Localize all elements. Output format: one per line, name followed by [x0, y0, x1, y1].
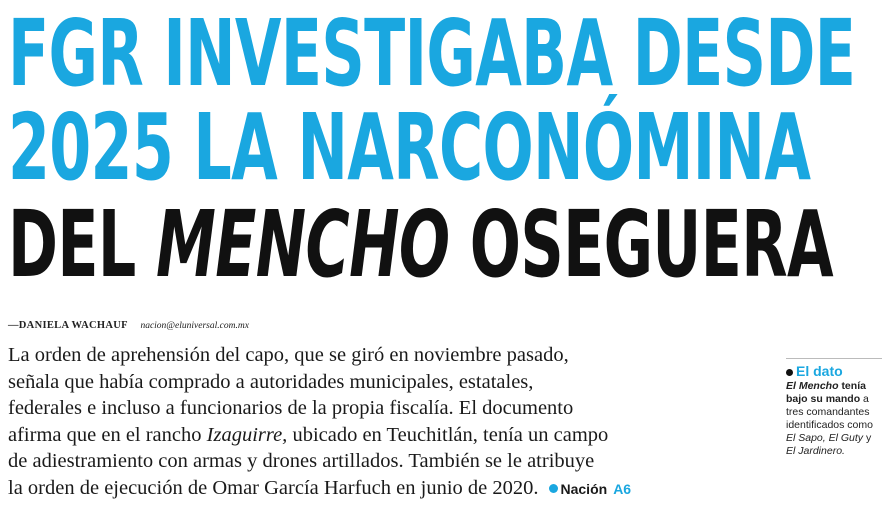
sidebar-t8: El Jardinero. — [786, 445, 845, 457]
body-line: señala que había comprado a autoridades municipales, estatales, — [8, 370, 534, 393]
body-line — [8, 475, 778, 503]
byline-email: nacion@eluniversal.com.mx — [140, 321, 249, 331]
sidebar-t7: y — [863, 432, 872, 444]
body-line — [8, 422, 778, 449]
body-line-6: la orden de ejecución de Omar García Harfuch en junio de 2020. — [8, 476, 539, 499]
sidebar-t2: tenía bajo su — [786, 380, 866, 405]
headline-line-3 — [8, 191, 833, 298]
sidebar-t1: El Mencho — [786, 380, 839, 392]
headline-line-3-pre: DEL — [8, 191, 156, 298]
sidebar-title-text: El dato — [796, 363, 843, 379]
bullet-icon — [786, 369, 793, 376]
sidebar-t6: El Guty — [828, 432, 864, 444]
sidebar-text — [786, 380, 882, 458]
article-body — [8, 342, 778, 502]
page-ref: A6 — [613, 480, 632, 497]
headline-line-3-italic: MENCHO — [155, 191, 450, 298]
body-line-4-pre: afirma que en el rancho — [8, 423, 207, 446]
headline-line-1: FGR INVESTIGABA DESDE — [8, 0, 856, 107]
headline-line-3-post: OSEGUERA — [449, 191, 833, 298]
section-ref: Nación — [560, 480, 608, 497]
body-line: federales e incluso a funcionarios de la propia fiscalía. El documento — [8, 397, 574, 419]
body-line: de adiestramiento con armas y drones artillados. También se le atribuye — [8, 450, 595, 472]
body-line: La orden de aprehensión del capo, que se giró en noviembre pasado, — [8, 344, 569, 366]
byline — [8, 320, 249, 331]
section-dot-icon — [549, 484, 558, 493]
byline-author: —DANIELA WACHAUF — [8, 320, 128, 331]
body-line-4-post: ubicado en Teuchitlán, tenía un campo — [287, 423, 609, 446]
headline-line-2: 2025 LA NARCONÓMINA — [8, 94, 811, 201]
sidebar-title — [786, 363, 882, 380]
sidebar-el-dato — [786, 358, 882, 458]
sidebar-t4: a tres comandantes identificados como — [786, 393, 873, 431]
sidebar-t3: mando — [825, 393, 861, 405]
body-line-4-italic: Izaguirre, — [206, 423, 288, 446]
sidebar-t5: El Sapo, — [786, 432, 826, 444]
